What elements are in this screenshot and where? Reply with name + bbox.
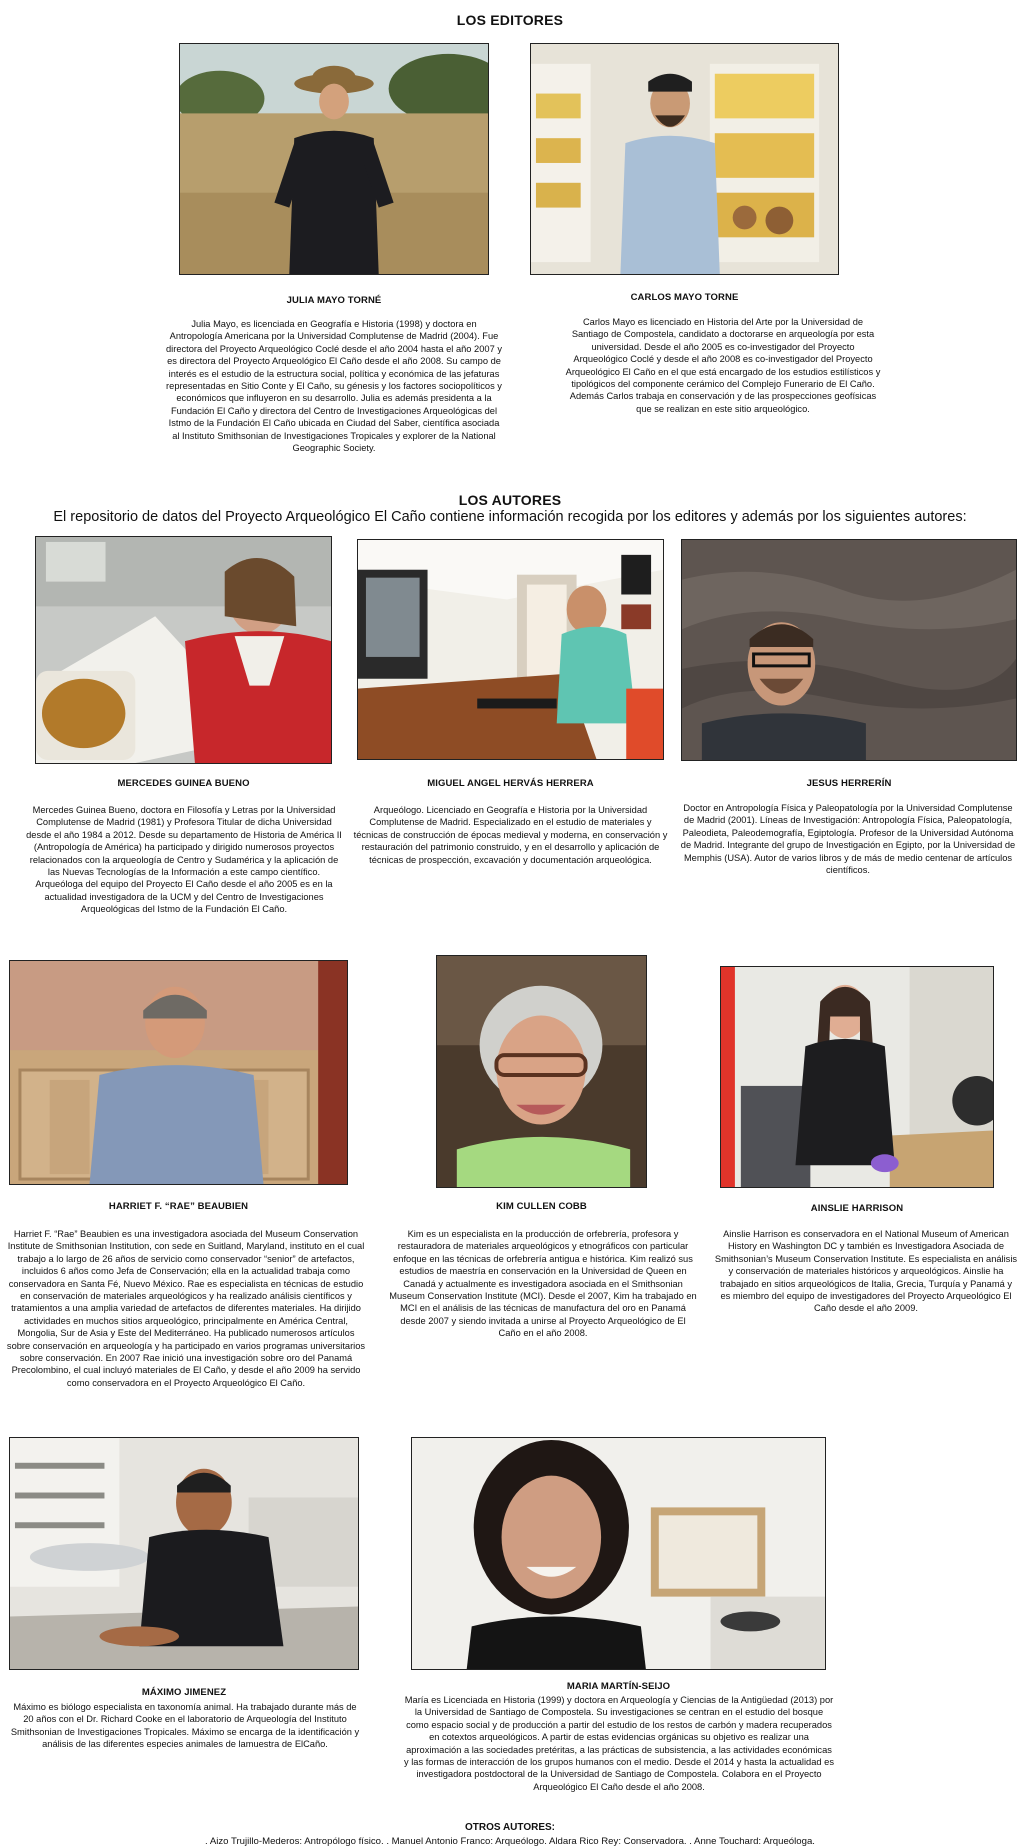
photo-jesus-herrerin [681,539,1017,761]
author-bio: Harriet F. “Rae” Beaubien es una investigadora asociada del Museum Conservation Institute de Smithsonian Institution, con sede en Suitland, Maryland, instituto en el cual trabajo a lo largo de 26 años de servicio como conservador “senior” de artefactos, incluidos 6 años como Jefa de Conservación; ella en la actualidad trabaja como conservadora en Santa Fé, Nuevo México. Rae es especialista en técnicas de estudio en conservación de materiales arqueológicos y ha realizado análisis científicos y tratamientos a una amplia variedad de artefactos de diferentes materiales. Ha dirijido actividades en muchos sitios arqueológico, principalmente en América Central, Mongolia, Sur de Asia y Este del Mediterráneo. Ha publicado numerosos artículos sobre conservación en arqueología y ha participado en varios programas universitarios sobre conservación. En 2007 Rae inició una investigación sobre oro del Panamá Precolombino, el cual incluyó materiales de El Caño, y desde el año 2009 ha servido como conservadora en el Proyecto Arqueológico El Caño. [6,1229,366,1388]
author-bio: Ainslie Harrison es conservadora en el National Museum of American History en Washington DC y también es Investigadora Asociada de Smithsonian’s Museum Conservation Institute. Es especialista en análisis y conservación de materiales históricos y arqueológicos. Ainslie ha trabajado en sitios arqueológicos de Italia, Grecia, Turquía y Panamá y es miembro del equipo de investigadores del Proyecto Arqueológico El Caño desde el año 2009. [714,1229,1018,1314]
photo-maximo-jimenez [9,1437,359,1670]
author-name: MIGUEL ANGEL HERVÁS HERRERA [427,778,594,789]
author-name: MERCEDES GUINEA BUENO [117,778,250,789]
author-bio: María es Licenciada en Historia (1999) y doctora en Arqueología y Ciencias de la Antigüedad (2013) por la Universidad de Santiago de Compostela. Su investigaciones se centran en el estudio del bosque como espacio social y de producción a partir del estudio de los restos de carbón y madera recuperados en cotextos arqueológicos. A partir de estas evidencias orgánicas su objetivo es realizar una aproximación a las sociedades pretéritas, a las prácticas de subsistencia, a las actividades económicas y las formas de interacción de los grupos humanos con el medio. Desde el 2014 y hasta la actualidad es investigadora postdoctoral de la Universidad de Santiago de Compostela. Colabora en el Proyecto Arqueológico El Caño desde el año 2008. [404,1695,834,1792]
editor-bio: Carlos Mayo es licenciado en Historia del Arte por la Universidad de Santiago de Compostela, candidato a doctorarse en arqueología por esta universidad. Desde el año 2005 es co-investigador del Proyecto Arqueológico Coclé y desde el año 2008 es co-investigador del Proyecto Arqueológico El Caño en el que está encargado de los estudios estilísticos y tipológicos del componente cerámico del Complejo Funerario de El Caño. Además Carlos trabaja en conservación y de las prospecciones geofísicas que se realizan en este sitio arqueológico. [565,317,881,414]
photo-kim-cullen [436,955,647,1188]
author-name: MARIA MARTÍN-SEIJO [566,1681,671,1692]
author-bio: Mercedes Guinea Bueno, doctora en Filosofía y Letras por la Universidad Complutense de Madrid (1981) y Profesora Titular de dicha Universidad desde el año 1984 a 2012. Desde su departamento de Historia de América II (Antropología de América) ha participado y dirigido numerosos proyectos relacionados con la arqueología de Centro y Sudamérica y la aplicación de las Nuevas Tecnologías de la Información a este campo científico. Arqueóloga del equipo del Proyecto El Caño desde el año 2005 es en la actualidad investigadora de la UCM y del Centro de Investigaciones Arqueológicas del Istmo de la Fundación El Caño. [26,805,342,915]
author-name: KIM CULLEN COBB [496,1201,587,1212]
photo-miguel-hervas [357,539,664,760]
author-name: JESUS HERRERÍN [806,778,892,789]
author-bio: Máximo es biólogo especialista en taxonomía animal. Ha trabajado durante más de 20 años con el Dr. Richard Cooke en el laboratorio de Arqueología del Instituto Smithsonian de Investigaciones Tropicales. Máximo se encarga de la identificación y análisis de las diferentes especies animales de lamuestra de ElCaño. [10,1702,360,1750]
editor-bio: Julia Mayo, es licenciada en Geografía e Historia (1998) y doctora en Antropología Americana por la Universidad Complutense de Madrid (2004). Fue directora del Proyecto Arqueológico Coclé desde el año 2004 hasta el año 2007 y es directora del Proyecto Arqueológico El Caño desde el año 2008. Su campo de interés es el estudio de la estructura social, política y económica de las jefaturas representadas en Sitio Conte y El Caño, su génesis y los factores sociopolíticos y económicos que influyeron en su desarrollo. Julia es además presidenta a la Fundación El Caño y directora del Centro de Investigaciones Arqueológicas del Istmo de la Fundación El Caño ubicada en Ciudad del Saber, científica asociada al Instituto Smithsonian de Investigaciones Tropicales y explorer de la National Geographic Society. [166,319,502,454]
photo-harriet-beaubien [9,960,348,1185]
other-authors-title: OTROS AUTORES: [464,1822,555,1833]
photo-maria-martin-seijo [411,1437,826,1670]
authors-intro: El repositorio de datos del Proyecto Arqueológico El Caño contiene información recogida por los editores y además por los siguientes autores: [53,509,967,525]
photo-ainslie-harrison [720,966,994,1188]
photo-julia-mayo [179,43,489,275]
photo-carlos-mayo [530,43,839,275]
author-bio: Doctor en Antropología Física y Paleopatología por la Universidad Complutense de Madrid (2001). Líneas de Investigación: Antropología Física, Paleopatología, Paleodieta, Paleodemografía, Egiptología. Profesor de la Universidad Autónoma de Madrid. Integrante del grupo de Investigación en Egipto, por la Universidad de Memphis (USA). Autor de varios libros y de más de medio centenar de artículos científicos. [680,803,1016,876]
author-bio: Arqueólogo. Licenciado en Geografía e Historia por la Universidad Complutense de Madrid. Especializado en el estudio de materiales y técnicas de construcción de épocas medieval y moderna, en conservación y restauración del patrimonio construido, y en el desarrollo y aplicación de técnicas de prospección, excavación y documentación arqueológica. [353,805,668,865]
other-authors-list: . Aizo Trujillo-Mederos: Antropólogo físico. . Manuel Antonio Franco: Arqueólogo. Aldara Rico Rey: Conservadora. . Anne Touchard: Arqueóloga. [205,1836,815,1847]
photo-mercedes-guinea [35,536,332,764]
author-name: AINSLIE HARRISON [810,1203,904,1214]
editor-name: JULIA MAYO TORNÉ [286,295,382,306]
author-name: MÁXIMO JIMENEZ [141,1687,227,1698]
authors-heading: LOS AUTORES [458,492,562,508]
author-bio: Kim es un especialista en la producción de orfebrería, profesora y restauradora de materiales arqueológicos y etnográficos con particular enfoque en las técnicas de orfebrería antigua e histórica. Kim realizó sus estudios de maestría en conservación en la Universidad de Queen en Canadá y actualmente es investigadora asociada en el Smithsonian Museum Conservation Institute (MCI). Desde el 2007, Kim ha trabajado en MCI en el análisis de las técnicas de manufactura del oro en Panamá desde 2007 y siendo invitada a unirse al Proyecto Arqueológico de El Caño en el año 2008. [389,1229,697,1339]
editor-name: CARLOS MAYO TORNE [630,292,739,303]
author-name: HARRIET F. “RAE” BEAUBIEN [108,1201,249,1212]
editors-heading: LOS EDITORES [456,12,564,28]
